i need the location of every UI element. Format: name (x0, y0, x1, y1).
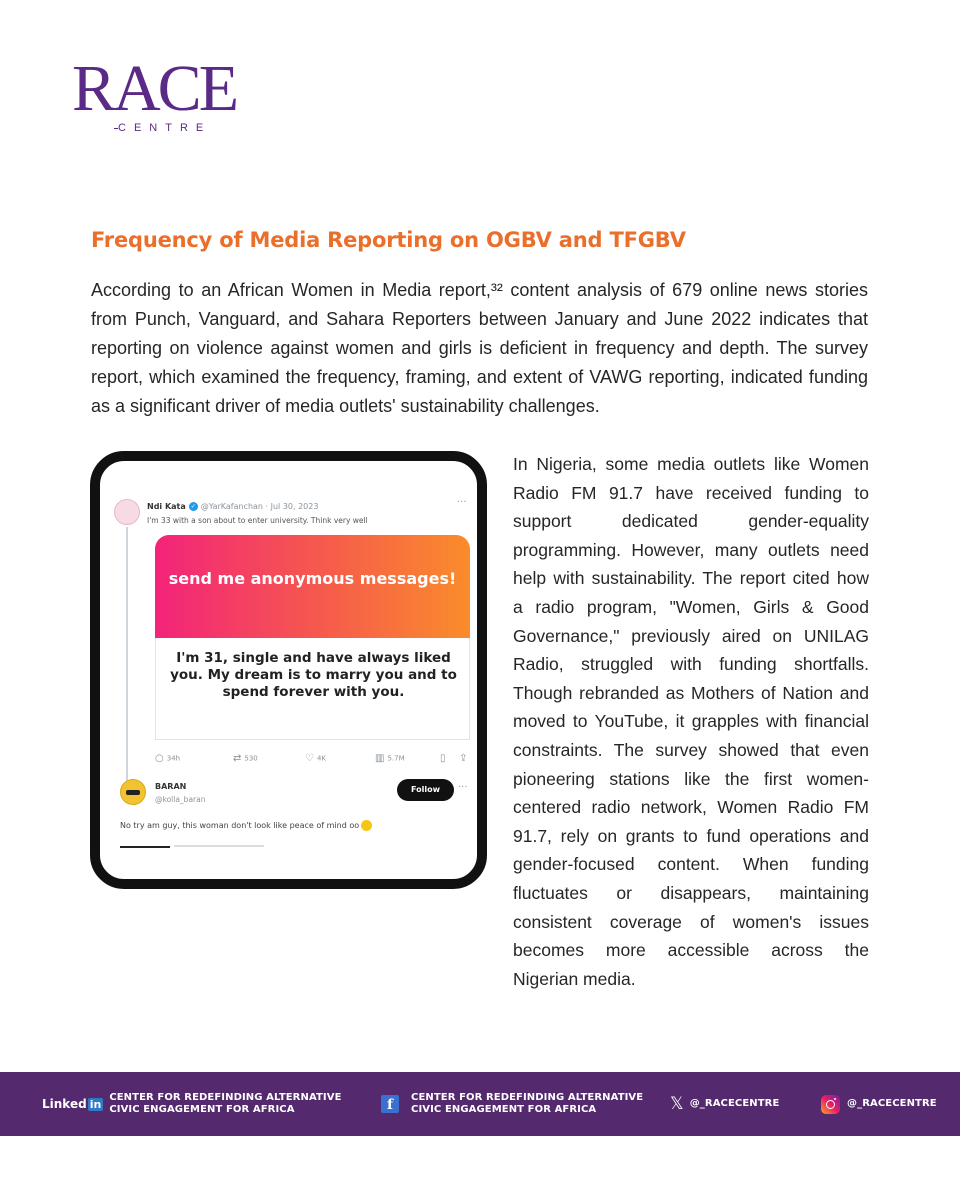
heart-icon: ♡ (305, 753, 314, 764)
reply-text-line (120, 820, 372, 831)
share-icon: ⇪ (459, 753, 468, 764)
logo-subtitle: CENTRE (118, 122, 212, 134)
section-heading: Frequency of Media Reporting on OGBV and TFGBV (91, 228, 686, 252)
reply-author-handle: @kolla_baran (155, 795, 206, 804)
reply-action: ○ 34h (155, 753, 181, 764)
like-action: ♡ 4K (305, 753, 327, 764)
intro-paragraph: According to an African Women in Media report,³² content analysis of 679 online news stories from Punch, Vanguard, and Sahara Reporters between January and June 2022 indicates that reporting on violence against women and girls is deficient in frequency and depth. The survey report, which examined the frequency, framing, and extent of VAWG reporting, indicated funding as a significant driver of media outlets' sustainability challenges. (91, 280, 868, 416)
footer-bar (0, 1072, 960, 1136)
reply-icon: ○ (155, 753, 164, 764)
race-centre-logo (70, 52, 245, 140)
reply-more-icon: ··· (458, 782, 468, 793)
footer-facebook[interactable] (381, 1072, 643, 1136)
more-options-icon: ··· (457, 497, 467, 508)
body-column (513, 450, 869, 993)
footer-instagram[interactable] (821, 1072, 937, 1136)
tweet-divider (120, 846, 170, 848)
verified-icon: ✓ (190, 503, 196, 510)
linkedin-icon: Linked in (42, 1097, 102, 1111)
tweet-author-handle: @YarKafanchan · Jul 30, 2023 (200, 502, 319, 511)
footer-x[interactable] (670, 1072, 779, 1136)
laughing-emoji-icon (361, 820, 372, 831)
chart-icon: ▥ (375, 753, 385, 764)
retweet-action: ⇄ 530 (233, 753, 258, 764)
facebook-label: CENTER FOR REDEFINDING ALTERNATIVE CIVIC ENGAGEMENT FOR AFRICA (411, 1092, 644, 1115)
tweet-author-line (147, 502, 318, 511)
anonymous-card-header (155, 535, 470, 638)
instagram-handle: @_RACECENTRE (847, 1098, 937, 1109)
x-handle: @_RACECENTRE (689, 1098, 780, 1109)
thread-line (126, 527, 128, 793)
facebook-icon: f (381, 1095, 399, 1113)
anonymous-card-message: I'm 31, single and have always liked you. My dream is to marry you and to spend forever with you. (170, 650, 457, 700)
reply-author-avatar (120, 779, 146, 805)
anonymous-card-body (155, 638, 470, 740)
anonymous-card-title: send me anonymous messages! (168, 569, 457, 588)
tweet-text: I'm 33 with a son about to enter university. Think very well (147, 516, 368, 525)
linkedin-label: CENTER FOR REDEFINDING ALTERNATIVE CIVIC ENGAGEMENT FOR AFRICA (109, 1092, 342, 1115)
reply-author-name: BARAN (155, 782, 187, 791)
tweet-author-avatar (114, 499, 140, 525)
views-action: ▥ 5.7M (375, 753, 405, 764)
bookmark-icon: ▯ (440, 753, 446, 764)
follow-button: Follow (397, 779, 454, 801)
tweet-divider-faint (174, 845, 264, 847)
tweet-author-name: Ndi Kata (147, 502, 186, 511)
retweet-icon: ⇄ (233, 753, 242, 764)
x-icon: 𝕏 (670, 1094, 684, 1114)
body-paragraph: In Nigeria, some media outlets like Women Radio FM 91.7 have received funding to support dedicated gender-equality programming. However, many outlets need help with sustainability. The report cited how a radio program, "Women, Girls & Good Governance," previously aired on UNILAG Radio, struggled with funding shortfalls. Though rebranded as Mothers of Nation and moved to YouTube, it grapples with financial constraints. The survey showed that even pioneering stations like the first women-centered radio network, Women Radio FM 91.7, rely on grants to fund operations and gender-focused content. When funding fluctuates or disappears, maintaining consistent coverage of women's issues becomes more accessible across the Nigerian media. (513, 454, 869, 989)
tweet-actions (155, 753, 470, 767)
footer-linkedin[interactable] (42, 1072, 342, 1136)
logo-wordmark: RACE (72, 52, 237, 125)
instagram-icon (821, 1095, 840, 1114)
reply-text: No try am guy, this woman don't look like peace of mind oo (120, 821, 360, 830)
tweet-screenshot-frame (90, 451, 487, 889)
tweet-screenshot (100, 461, 477, 879)
